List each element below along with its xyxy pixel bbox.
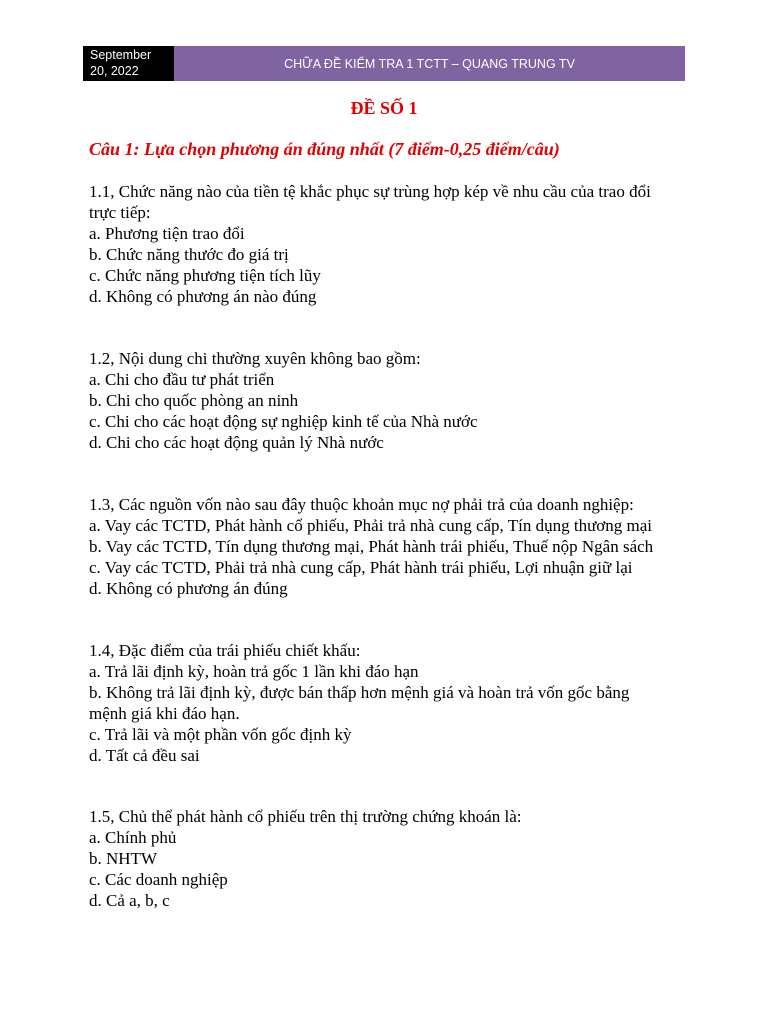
header-date-line2: 20, 2022 xyxy=(90,64,139,78)
option-d: d. Không có phương án nào đúng xyxy=(89,287,317,306)
option-d: d. Không có phương án đúng xyxy=(89,579,288,598)
option-b: b. Không trả lãi định kỳ, được bán thấp hơn mệnh giá và hoàn trả vốn gốc bằng xyxy=(89,683,630,702)
question-text: 1.5, Chủ thể phát hành cổ phiếu trên thị trường chứng khoán là: xyxy=(89,807,522,826)
options-list xyxy=(89,369,689,453)
options-list xyxy=(89,223,689,307)
options-list xyxy=(89,827,689,911)
option-b: b. Chi cho quốc phòng an ninh xyxy=(89,391,299,410)
option-d: d. Cả a, b, c xyxy=(89,891,170,910)
option-a: a. Chi cho đầu tư phát triển xyxy=(89,370,275,389)
option-b-continued: mệnh giá khi đáo hạn. xyxy=(89,704,240,723)
option-c: c. Trả lãi và một phần vốn gốc định kỳ xyxy=(89,725,352,744)
question-1-1 xyxy=(89,181,689,307)
option-c: c. Chức năng phương tiện tích lũy xyxy=(89,266,321,285)
question-1-3 xyxy=(89,494,689,599)
question-text: 1.4, Đặc điểm của trái phiếu chiết khấu: xyxy=(89,641,361,660)
section-heading: Câu 1: Lựa chọn phương án đúng nhất (7 điểm-0,25 điểm/câu) xyxy=(89,139,560,159)
page-header xyxy=(83,46,685,81)
header-date xyxy=(83,46,174,81)
option-a: a. Trả lãi định kỳ, hoàn trả gốc 1 lần khi đáo hạn xyxy=(89,662,419,681)
option-d: d. Tất cả đều sai xyxy=(89,746,200,765)
option-b: b. NHTW xyxy=(89,849,157,868)
question-text: 1.3, Các nguồn vốn nào sau đây thuộc khoản mục nợ phải trả của doanh nghiệp: xyxy=(89,495,634,514)
question-text: 1.1, Chức năng nào của tiền tệ khắc phục sự trùng hợp kép về nhu cầu của trao đổi xyxy=(89,182,651,201)
question-text: 1.2, Nội dung chi thường xuyên không bao gồm: xyxy=(89,349,421,368)
option-a: a. Vay các TCTD, Phát hành cổ phiếu, Phải trả nhà cung cấp, Tín dụng thương mại xyxy=(89,516,653,535)
option-b: b. Vay các TCTD, Tín dụng thương mại, Phát hành trái phiếu, Thuế nộp Ngân sách xyxy=(89,537,654,556)
question-1-2 xyxy=(89,348,689,453)
options-list xyxy=(89,661,689,766)
question-text-continued: trực tiếp: xyxy=(89,203,151,222)
option-d: d. Chi cho các hoạt động quản lý Nhà nước xyxy=(89,433,384,452)
question-1-5 xyxy=(89,806,689,911)
option-b: b. Chức năng thước đo giá trị xyxy=(89,245,289,264)
option-c: c. Các doanh nghiệp xyxy=(89,870,228,889)
document-title: ĐỀ SỐ 1 xyxy=(350,98,418,118)
header-date-line1: September xyxy=(90,48,152,62)
option-c: c. Chi cho các hoạt động sự nghiệp kinh tế của Nhà nước xyxy=(89,412,478,431)
option-a: a. Chính phủ xyxy=(89,828,177,847)
option-c: c. Vay các TCTD, Phải trả nhà cung cấp, Phát hành trái phiếu, Lợi nhuận giữ lại xyxy=(89,558,633,577)
option-a: a. Phương tiện trao đổi xyxy=(89,224,245,243)
question-1-4 xyxy=(89,640,689,766)
header-title: CHỮA ĐỀ KIỂM TRA 1 TCTT – QUANG TRUNG TV xyxy=(174,46,685,81)
options-list xyxy=(89,515,689,599)
